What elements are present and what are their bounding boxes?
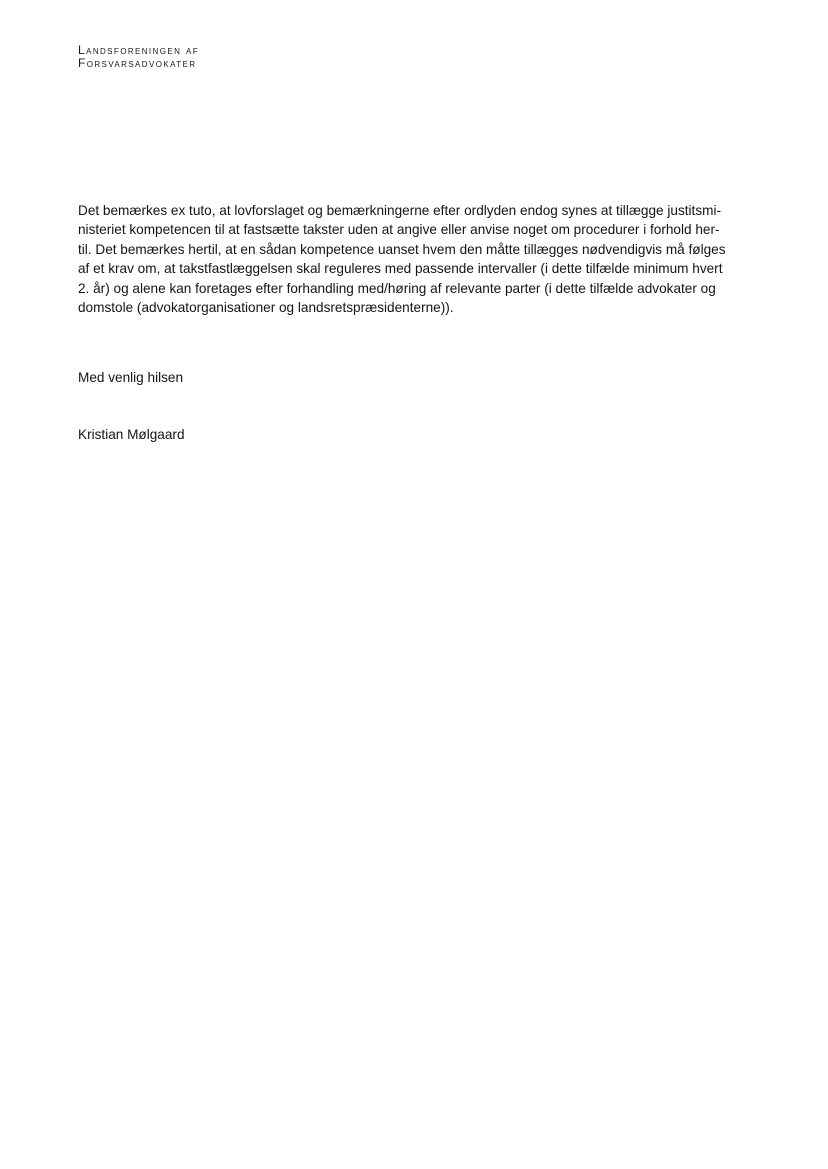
closing-salutation: Med venlig hilsen [78,370,184,385]
paragraph-line: Det bemærkes ex tuto, at lovforslaget og bemærkningerne efter ordlyden endog synes at tillægge justitsmi- [78,203,722,218]
paragraph-line: af et krav om, at takstfastlæggelsen skal reguleres med passende intervaller (i dette tilfælde minimum hvert [78,261,723,277]
letterhead [78,44,199,70]
paragraph-line: domstole (advokatorganisationer og landsretspræsidenterne)). [78,300,454,316]
letterhead-line-1: Landsforeningen af [78,43,199,57]
paragraph-line: nisteriet kompetencen til at fastsætte takster uden at angive eller anvise noget om procedurer i forhold her- [78,222,720,238]
body-paragraph [78,201,750,317]
paragraph-line: til. Det bemærkes hertil, at en sådan kompetence uanset hvem den måtte tillægges nødvendigvis må følges [78,241,726,257]
signer-name: Kristian Mølgaard [78,427,185,442]
letterhead-line-2: Forsvarsadvokater [78,56,197,70]
paragraph-line: 2. år) og alene kan foretages efter forhandling med/høring af relevante parter (i dette tilfælde advokater og [78,280,716,296]
